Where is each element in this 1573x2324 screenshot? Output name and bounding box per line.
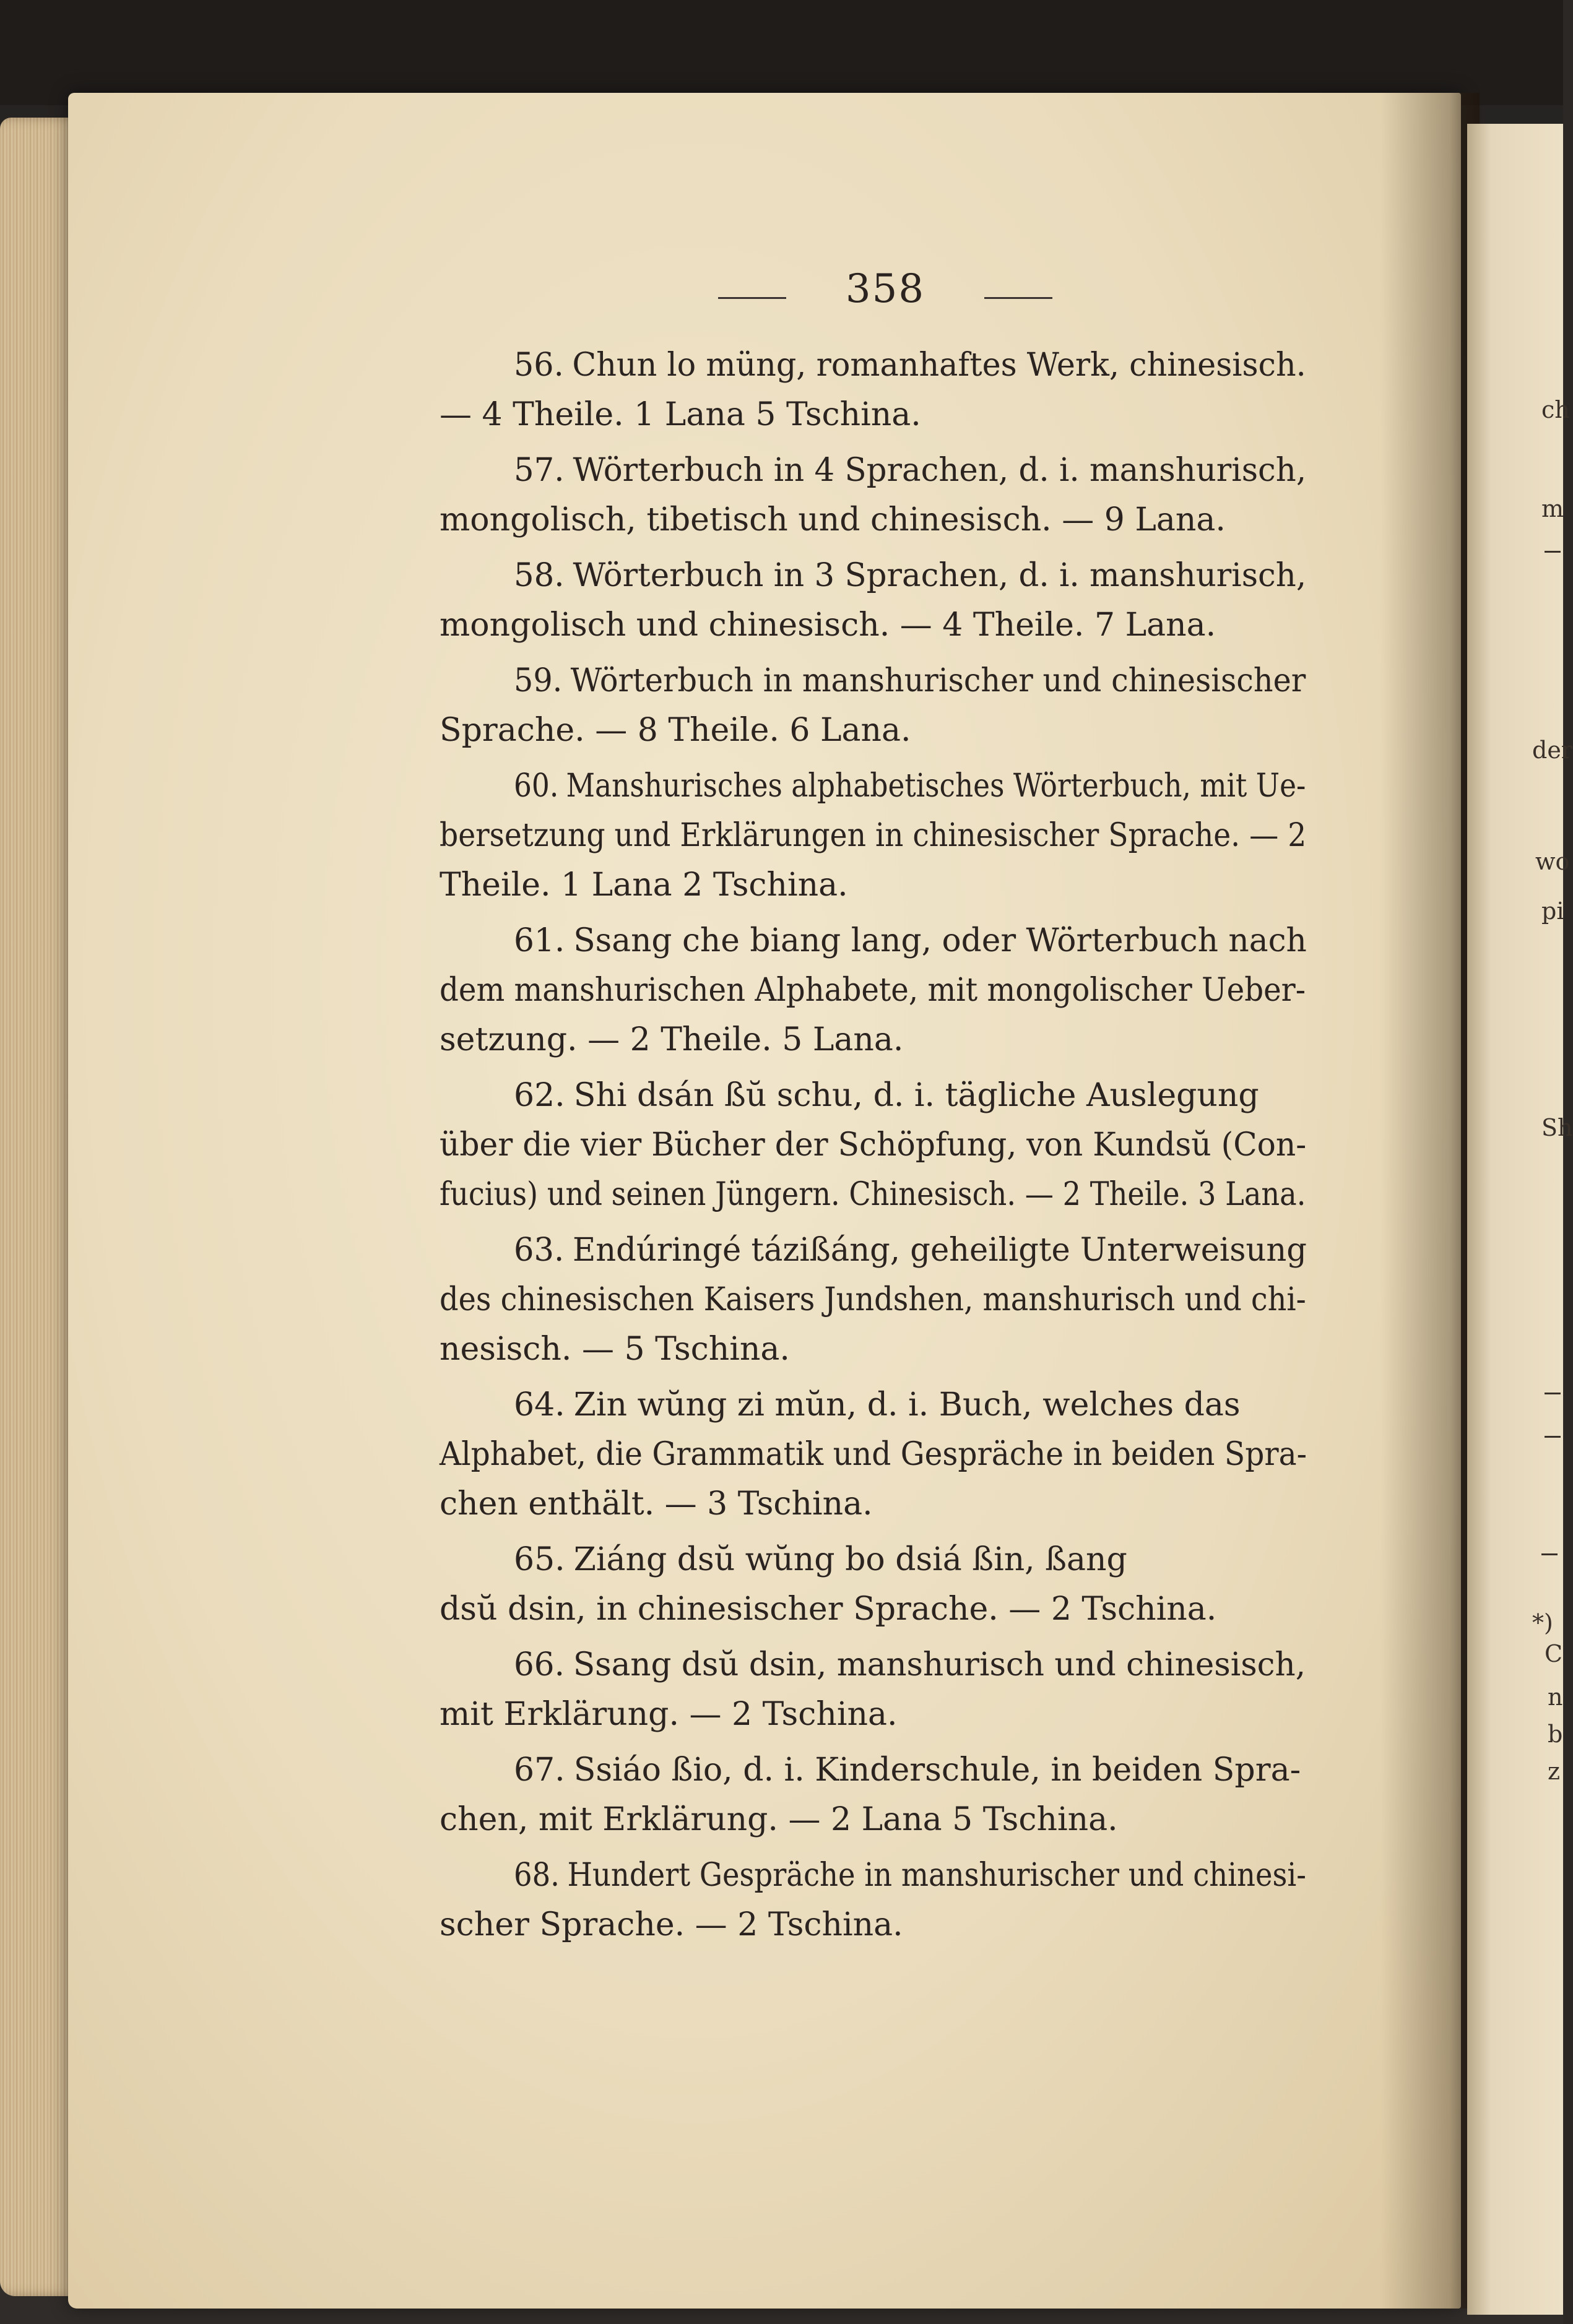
entry-text: Shi dsán ßŭ schu, d. i. tägliche Auslegung <box>573 1077 1259 1114</box>
entry-line <box>440 965 1306 1015</box>
entry-number: 67. <box>514 1752 565 1789</box>
entry-line <box>440 1170 1306 1219</box>
entry-first-line <box>514 1225 1307 1275</box>
entry-first-line <box>514 1640 1306 1690</box>
backdrop <box>0 0 1563 105</box>
entry-line <box>440 1275 1306 1324</box>
entry-line <box>440 1120 1306 1170</box>
entry-text: fucius) und seinen Jüngern. Chinesisch. — 2 Theile. 3 Lana. <box>440 1176 1306 1213</box>
facing-text-fragment: *) <box>1532 1609 1553 1636</box>
entry-line <box>440 1015 903 1065</box>
entry-text: Ssang dsŭ dsin, manshurisch und chinesisch, <box>573 1646 1306 1683</box>
entry-text: Wörterbuch in 4 Sprachen, d. i. manshurisch, <box>573 452 1307 489</box>
entry-text: Zin wŭng zi mŭn, d. i. Buch, welches das <box>573 1386 1241 1423</box>
facing-text-fragment: z <box>1548 1758 1561 1785</box>
entry-line <box>440 1430 1307 1479</box>
entry-number: 68. <box>514 1857 560 1894</box>
entry-number: 65. <box>514 1541 565 1578</box>
entry-text: des chinesischen Kaisers Jundshen, manshurisch und chi- <box>440 1281 1306 1318</box>
entry-line <box>440 1795 1118 1844</box>
entry-first-line <box>514 916 1307 965</box>
entry-line <box>440 1479 873 1529</box>
entry-text: Chun lo müng, romanhaftes Werk, chinesisch. <box>572 347 1306 384</box>
entry-text: Ssang che biang lang, oder Wörterbuch nach <box>573 922 1307 959</box>
entry-text: chen enthält. — 3 Tschina. <box>440 1485 873 1523</box>
entry-line <box>440 860 848 910</box>
entry-text: mongolisch und chinesisch. — 4 Theile. 7 Lana. <box>440 607 1216 644</box>
entry-first-line <box>514 761 1306 811</box>
entry-text: Ziáng dsŭ wŭng bo dsiá ßin, ßang <box>573 1541 1127 1578</box>
facing-text-fragment: Sh <box>1541 1114 1573 1141</box>
entry-line <box>440 495 1226 545</box>
entry-text: Manshurisches alphabetisches Wörterbuch, mit Ue- <box>566 767 1306 805</box>
page-number: 358 <box>845 266 925 312</box>
entry-text: Wörterbuch in manshurischer und chinesischer <box>570 662 1306 699</box>
entry-first-line <box>514 340 1306 390</box>
entry-line <box>440 1900 903 1950</box>
entry-text: Wörterbuch in 3 Sprachen, d. i. manshurisch, <box>573 557 1307 594</box>
facing-text-fragment: wo <box>1535 848 1570 875</box>
entry-number: 64. <box>514 1386 565 1423</box>
entry-first-line <box>514 446 1306 495</box>
facing-page <box>1467 124 1563 2315</box>
entry-text: Sprache. — 8 Theile. 6 Lana. <box>440 712 911 749</box>
entry-line <box>440 706 911 755</box>
entry-line <box>440 600 1216 650</box>
facing-text-fragment: ch <box>1541 396 1570 423</box>
entry-number: 61. <box>514 922 565 959</box>
entry-number: 63. <box>514 1232 565 1269</box>
entry-number: 62. <box>514 1077 565 1114</box>
entry-line <box>440 811 1306 860</box>
page-header <box>712 266 1083 322</box>
facing-rule <box>1541 1553 1558 1555</box>
entry-number: 66. <box>514 1646 565 1683</box>
entry-text: bersetzung und Erklärungen in chinesischer Sprache. — 2 <box>440 817 1307 854</box>
entry-number: 57. <box>514 452 565 489</box>
entry-text: Alphabet, die Grammatik und Gespräche in beiden Spra- <box>440 1436 1307 1473</box>
facing-text-fragment: n <box>1548 1683 1563 1711</box>
entry-first-line <box>514 1745 1301 1795</box>
entry-first-line <box>514 1535 1127 1584</box>
facing-rule <box>1545 1393 1561 1394</box>
entry-text: Ssiáo ßio, d. i. Kinderschule, in beiden Spra- <box>573 1752 1301 1789</box>
facing-text-fragment: C <box>1545 1640 1563 1667</box>
entry-first-line <box>514 1851 1306 1900</box>
facing-text-fragment: pi <box>1541 897 1564 925</box>
entry-line <box>440 390 921 439</box>
entry-text: mit Erklärung. — 2 Tschina. <box>440 1696 898 1733</box>
entry-text: setzung. — 2 Theile. 5 Lana. <box>440 1021 904 1058</box>
facing-text-fragment: der <box>1532 737 1572 764</box>
entry-first-line <box>514 1380 1241 1430</box>
entry-number: 56. <box>514 347 564 384</box>
entry-text: Hundert Gespräche in manshurischer und chinesi- <box>567 1857 1306 1894</box>
entry-number: 59. <box>514 662 563 699</box>
entry-text: dsŭ dsin, in chinesischer Sprache. — 2 Tschina. <box>440 1591 1217 1628</box>
entry-line <box>440 1584 1216 1634</box>
spine-shadow <box>1380 93 1480 2309</box>
entry-text: Endúringé tázißáng, geheiligte Unterweisung <box>572 1232 1307 1269</box>
entry-number: 60. <box>514 767 559 805</box>
entry-text: scher Sprache. — 2 Tschina. <box>440 1906 903 1943</box>
header-rule <box>984 297 1052 299</box>
entry-text: mongolisch, tibetisch und chinesisch. — 9 Lana. <box>440 501 1226 538</box>
entry-first-line <box>514 656 1306 706</box>
entry-text: über die vier Bücher der Schöpfung, von Kundsŭ (Con- <box>440 1126 1307 1164</box>
entry-text: — 4 Theile. 1 Lana 5 Tschina. <box>440 396 921 433</box>
facing-rule <box>1545 1436 1561 1438</box>
entry-number: 58. <box>514 557 565 594</box>
entry-text: Theile. 1 Lana 2 Tschina. <box>440 866 848 904</box>
entry-line <box>440 1324 790 1374</box>
facing-text-fragment: b <box>1548 1721 1563 1748</box>
facing-rule <box>1545 551 1561 553</box>
entry-text: chen, mit Erklärung. — 2 Lana 5 Tschina. <box>440 1801 1118 1838</box>
entry-first-line <box>514 551 1306 600</box>
entry-text: dem manshurischen Alphabete, mit mongolischer Ueber- <box>440 972 1306 1009</box>
entry-line <box>440 1690 898 1739</box>
entry-first-line <box>514 1071 1259 1120</box>
entry-text: nesisch. — 5 Tschina. <box>440 1331 790 1368</box>
header-rule <box>718 297 786 299</box>
facing-text-fragment: m <box>1541 495 1564 522</box>
